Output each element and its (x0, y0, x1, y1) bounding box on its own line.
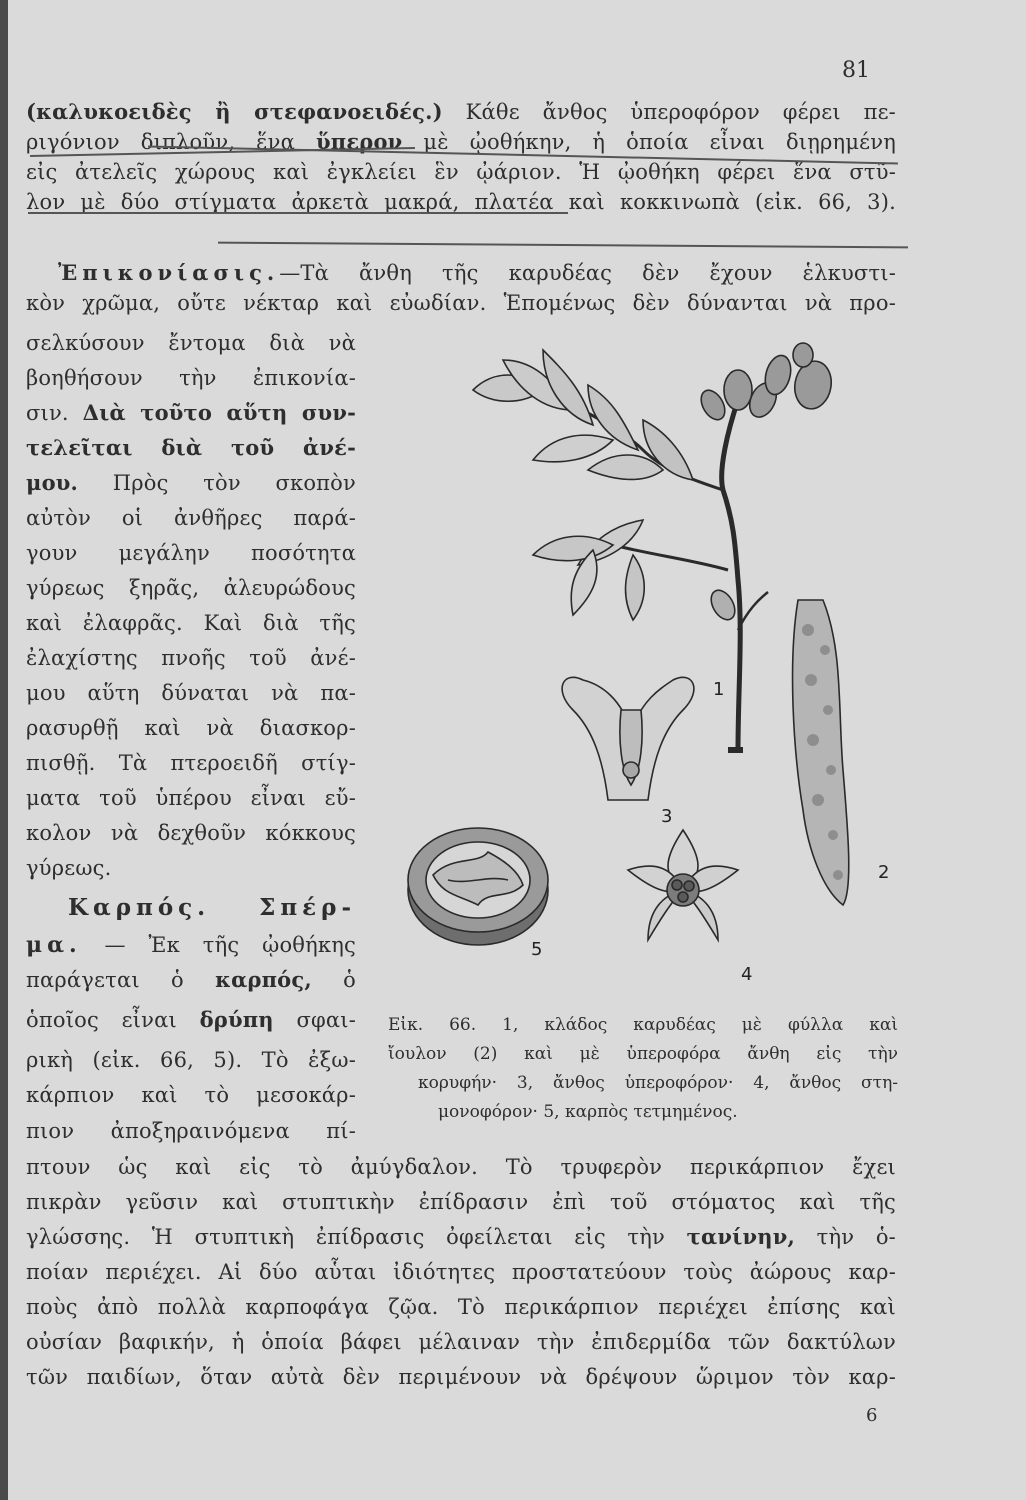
text-line: λον μὲ δύο στίγματα ἀρκετὰ μακρά, πλατέα καὶ κοκκινωπὰ (εἰκ. 66, 3). (26, 190, 896, 214)
text-line: αὐτὸν οἱ ἀνθῆρες παρά- (26, 506, 356, 530)
text-line: πισθῇ. Τὰ πτεροειδῆ στίγ- (26, 751, 356, 775)
text-line: ριγόνιον διπλοῦν, ἕνα ὕπερον μὲ ᾠοθήκην, ἡ ὁποία εἶναι διῃρημένη (26, 129, 897, 154)
figure-label-1: 1 (713, 679, 725, 700)
text-line: σελκύσουν ἔντομα διὰ νὰ (26, 331, 356, 355)
leaf (533, 435, 613, 462)
leaf (626, 555, 645, 620)
figure-label-5: 5 (531, 939, 543, 960)
section-heading-fruit: Καρπός. Σπέρ- (68, 894, 356, 921)
text-line: (καλυκοειδὲς ἢ στεφανοειδές.) Κάθε ἄνθος ὑπεροφόρον φέρει πε- (26, 99, 896, 124)
text-line: παράγεται ὁ καρπός, ὁ (26, 967, 356, 992)
text-line: κὸν χρῶμα, οὔτε νέκταρ καὶ εὐωδίαν. Ἑπομένως δὲν δύνανται νὰ προ- (26, 291, 896, 315)
figure-label-3: 3 (661, 806, 673, 827)
text-line: βοηθήσουν τὴν ἐπικονία- (26, 366, 356, 390)
figure-caption-line: Εἰκ. 66. 1, κλάδος καρυδέας μὲ φύλλα καὶ (388, 1015, 898, 1035)
text-line: Ἐπικονίασις.—Τὰ ἄνθη τῆς καρυδέας δὲν ἔχουν ἑλκυστι- (58, 260, 896, 285)
text-line: γύρεως ξηρᾶς, ἀλευρώδους (26, 576, 356, 600)
text-line: πτουν ὡς καὶ εἰς τὸ ἀμύγδαλον. Τὸ τρυφερὸν περικάρπιον ἔχει (26, 1155, 896, 1179)
figure-label-4: 4 (741, 964, 753, 985)
text-line: μου αὕτη δύναται νὰ πα- (26, 681, 356, 705)
text-line: γλώσσης. Ἡ στυπτικὴ ἐπίδρασις ὀφείλεται εἰς τὴν τανίνην, τὴν ὁ- (26, 1224, 896, 1249)
text-line: τελεῖται διὰ τοῦ ἀνέ- (26, 435, 356, 460)
text-line: κάρπιον καὶ τὸ μεσοκάρ- (26, 1083, 356, 1107)
text-line: εἰς ἀτελεῖς χώρους καὶ ἐγκλείει ἓν ᾠάριον. Ἡ ᾠοθήκη φέρει ἕνα στῦ- (26, 160, 896, 184)
text-line: καὶ ἐλαφρᾶς. Καὶ διὰ τῆς (26, 611, 356, 635)
text-line: γύρεως. (26, 856, 112, 880)
text-line: ρασυρθῇ καὶ νὰ διασκορ- (26, 716, 356, 740)
text-line: ὁποῖος εἶναι δρύπη σφαι- (26, 1007, 356, 1032)
text-line: οὐσίαν βαφικήν, ἡ ὁποία βάφει μέλαιναν τὴν ἐπιδερμίδα τῶν δακτύλων (26, 1330, 896, 1354)
figure-caption-line: ἴουλον (2) καὶ μὲ ὑπεροφόρα ἄνθη εἰς τὴν (388, 1044, 898, 1064)
text-line: ἐλαχίστης πνοῆς τοῦ ἀνέ- (26, 646, 356, 670)
text-line: γουν μεγάλην ποσότητα (26, 541, 356, 565)
section-heading-pollination: Ἐπικονίασις. (58, 260, 280, 285)
text-line: σιν. Διὰ τοῦτο αὕτη συν- (26, 400, 357, 425)
signature-mark: 6 (866, 1405, 878, 1426)
catkin (793, 600, 849, 905)
walnut-illustration (393, 330, 913, 1010)
text-line: τῶν παιδίων, ὅταν αὐτὰ δὲν περιμένουν νὰ δρέψουν ὥριμον τὸν καρ- (26, 1365, 896, 1389)
leaf (543, 350, 593, 425)
pen-underline (28, 212, 568, 214)
staminate-flower (628, 830, 738, 940)
pistillate-flowers (696, 343, 835, 424)
text-line: μου. Πρὸς τὸν σκοπὸν (26, 470, 356, 495)
figure-caption-line: μονοφόρον· 5, καρπὸς τετμημένος. (438, 1102, 738, 1122)
text-line: μα. — Ἐκ τῆς ᾠοθήκης (26, 932, 356, 958)
text-line: ποίαν περιέχει. Αἱ δύο αὗται ἰδιότητες προστατεύουν τοὺς ἀώρους καρ- (26, 1260, 896, 1284)
text-line: πικρὰν γεῦσιν καὶ στυπτικὴν ἐπίδρασιν ἐπὶ τοῦ στόματος καὶ τῆς (26, 1190, 896, 1214)
cut-walnut (408, 828, 548, 945)
pen-underline (218, 242, 908, 249)
text-line: πιον ἀποξηραινόμενα πί- (26, 1119, 356, 1143)
text-line: ποὺς ἀπὸ πολλὰ καρποφάγα ζῷα. Τὸ περικάρπιον περιέχει ἐπίσης καὶ (26, 1295, 896, 1319)
figure-caption-line: κορυφήν· 3, ἄνθος ὑπεροφόρον· 4, ἄνθος στη- (418, 1073, 898, 1093)
text-line: κολον νὰ δεχθοῦν κόκκους (26, 821, 356, 845)
figure-label-2: 2 (878, 862, 890, 883)
book-page (8, 0, 1026, 1500)
text-line: ρικὴ (εἰκ. 66, 5). Τὸ ἐξω- (26, 1048, 356, 1072)
page-number: 81 (842, 58, 870, 83)
text-line: ματα τοῦ ὑπέρου εἶναι εὔ- (26, 786, 356, 810)
